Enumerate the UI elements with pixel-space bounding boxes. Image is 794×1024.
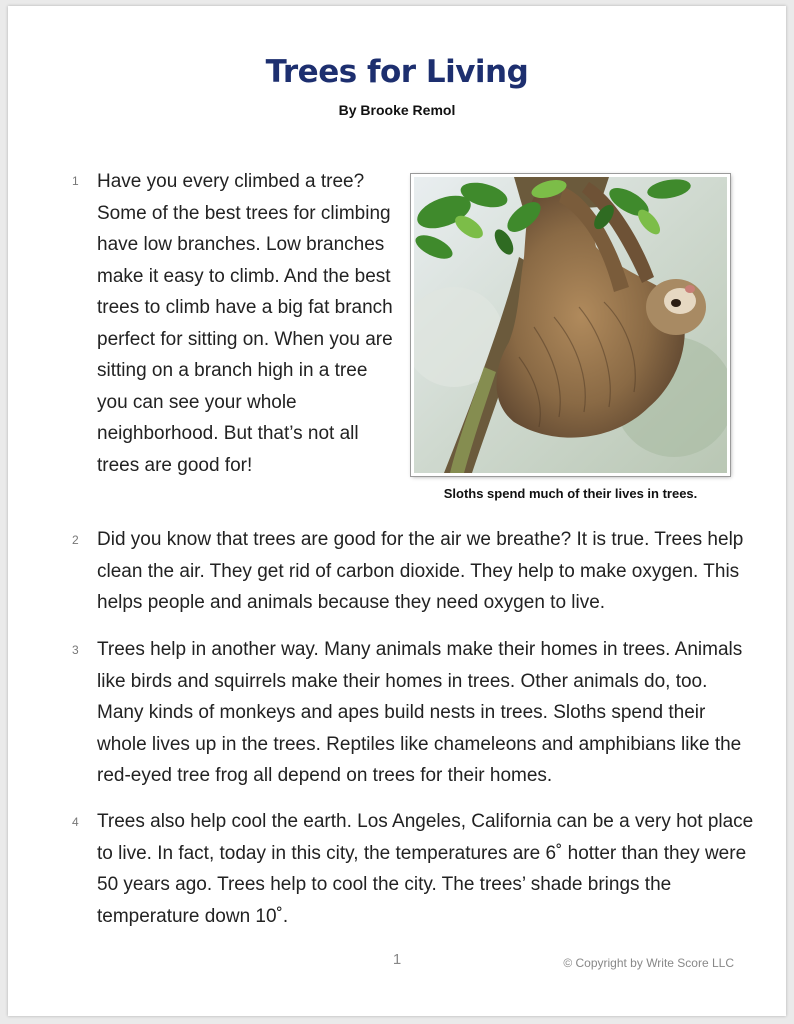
paragraph-1: Have you every climbed a tree? Some of the best trees for climbing have low branches. Low branches make it easy to climb. And the best trees to climb have a big fat branch perfect for sitting on. When you are sitting on a branch high in a tree you can see your whole neighborhood. But that’s not all trees are good for! [97,171,393,476]
worksheet-page [8,6,786,1016]
paragraph-number-4: 4 [72,815,79,829]
paragraph-3: Trees help in another way. Many animals make their homes in trees. Animals like birds and squirrels make their homes in trees. Other animals do, too. Many kinds of monkeys and apes build nests in trees. Sloths spend their whole lives up in the trees. Reptiles like chameleons and amphibians like the red-eyed tree frog all depend on trees for their homes. [97,639,743,786]
sloth-illustration [414,177,727,473]
page-number: 1 [392,951,402,968]
paragraph-2: Did you know that trees are good for the air we breathe? It is true. Trees help clean the air. They get rid of carbon dioxide. They help to make oxygen. This helps people and animals because they need oxygen to live. [97,529,744,613]
paragraph-number-3: 3 [72,643,79,657]
paragraph-4: Trees also help cool the earth. Los Angeles, California can be a very hot place to live. In fact, today in this city, the temperatures are 6˚ hotter than they were 50 years ago. Trees help to cool the city. The trees’ shade brings the temperature down 10˚. [97,811,754,927]
paragraph-number-1: 1 [72,174,79,188]
author-byline: By Brooke Remol [338,102,456,118]
photo-caption: Sloths spend much of their lives in trees. [443,486,698,501]
sloth-photo [411,174,730,476]
page-title: Trees for Living [265,54,529,90]
paragraph-number-2: 2 [72,533,79,547]
copyright-notice: © Copyright by Write Score LLC [563,956,734,970]
